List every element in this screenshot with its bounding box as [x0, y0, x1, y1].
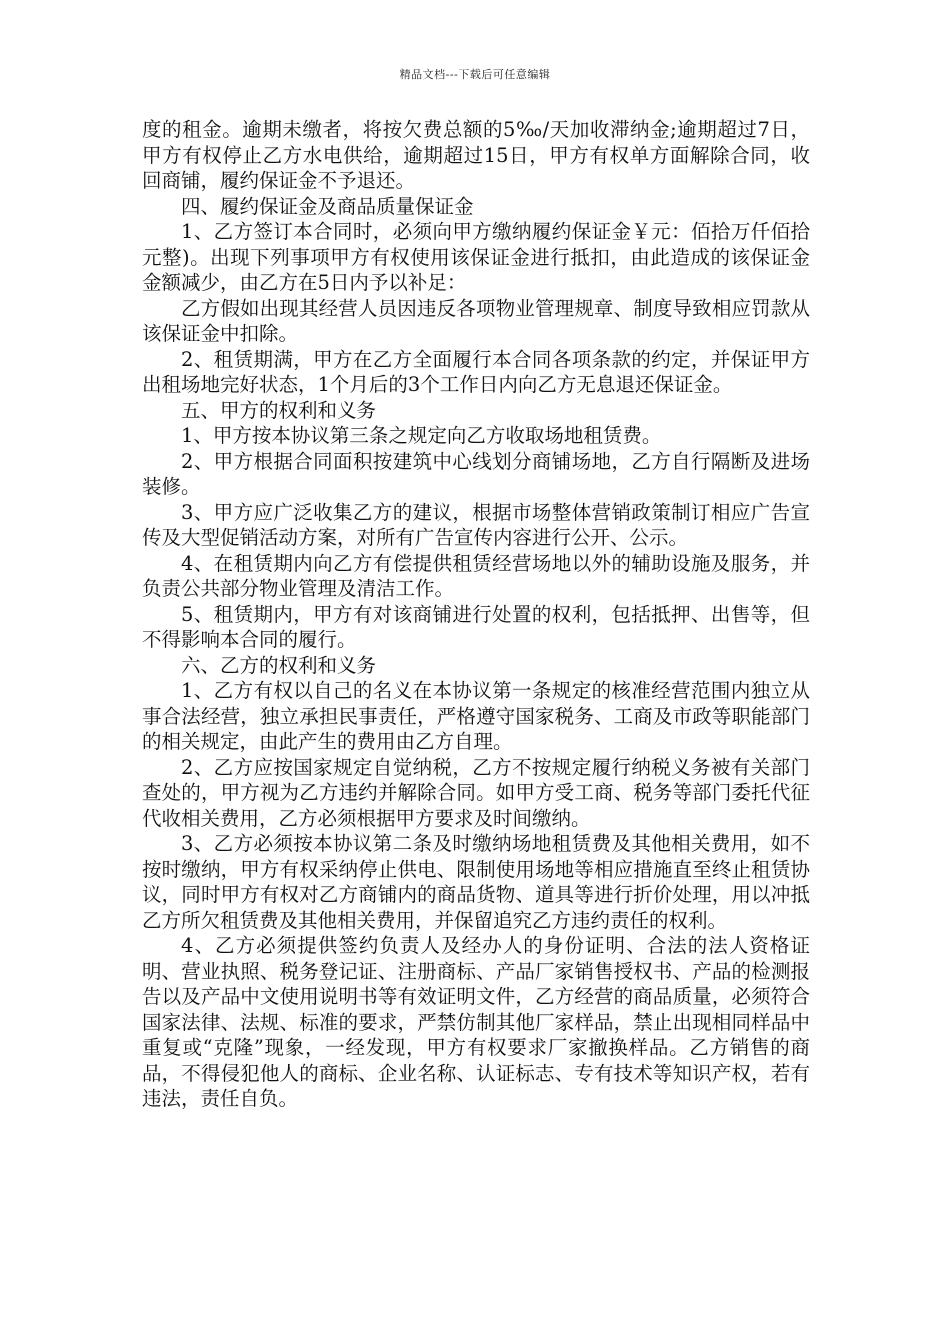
- paragraph: 2、乙方应按国家规定自觉纳税，乙方不按规定履行纳税义务被有关部门查处的，甲方视为乙方违约并解除合同。如甲方受工商、税务等部门委托代征代收相关费用，乙方必须根据甲方要求及时间缴纳。: [142, 755, 810, 830]
- paragraph: 5、租赁期内，甲方有对该商铺进行处置的权利，包括抵押、出售等，但不得影响本合同的履行。: [142, 602, 810, 651]
- paragraph: 乙方假如出现其经营人员因违反各项物业管理规章、制度导致相应罚款从该保证金中扣除。: [142, 296, 810, 345]
- paragraph: 1、乙方签订本合同时，必须向甲方缴纳履约保证金￥元：佰拾万仟佰拾元整)。出现下列事项甲方有权使用该保证金进行抵扣，由此造成的该保证金金额减少，由乙方在5日内予以补足：: [142, 220, 810, 294]
- paragraph: 1、甲方按本协议第三条之规定向乙方收取场地租赁费。: [181, 424, 662, 447]
- paragraph: 度的租金。逾期未缴者，将按欠费总额的5‰/天加收滞纳金;逾期超过7日，甲方有权停止乙方水电供给，逾期超过15日，甲方有权单方面解除合同，收回商铺，履约保证金不予退还。: [142, 118, 810, 192]
- paragraph: 2、甲方根据合同面积按建筑中心线划分商铺场地，乙方自行隔断及进场装修。: [142, 449, 810, 498]
- page-header: 精品文档---下载后可任意编辑: [399, 68, 551, 81]
- section-heading: 五、甲方的权利和义务: [181, 398, 377, 422]
- document-body: [142, 117, 810, 1112]
- paragraph: 3、乙方必须按本协议第二条及时缴纳场地租赁费及其他相关费用，如不按时缴纳，甲方有权采纳停止供电、限制使用场地等相应措施直至终止租赁协议，同时甲方有权对乙方商铺内的商品货物、道具等进行折价处理，用以冲抵乙方所欠租赁费及其他相关费用，并保留追究乙方违约责任的权利。: [142, 832, 810, 932]
- section-heading: 六、乙方的权利和义务: [181, 653, 377, 677]
- paragraph: 2、租赁期满，甲方在乙方全面履行本合同各项条款的约定，并保证甲方出租场地完好状态，1个月后的3个工作日内向乙方无息退还保证金。: [142, 347, 810, 396]
- paragraph: 4、乙方必须提供签约负责人及经办人的身份证明、合法的法人资格证明、营业执照、税务登记证、注册商标、产品厂家销售授权书、产品的检测报告以及产品中文使用说明书等有效证明文件，乙方经营的商品质量，必须符合国家法律、法规、标准的要求，严禁仿制其他厂家样品，禁止出现相同样品中重复或“克隆”现象，一经发现，甲方有权要求厂家撤换样品。乙方销售的商品，不得侵犯他人的商标、企业名称、认证标志、专有技术等知识产权，若有违法，责任自负。: [142, 934, 810, 1110]
- section-heading: 四、履约保证金及商品质量保证金: [181, 194, 474, 218]
- paragraph: 4、在租赁期内向乙方有偿提供租赁经营场地以外的辅助设施及服务，并负责公共部分物业管理及清洁工作。: [142, 551, 810, 600]
- paragraph: 1、乙方有权以自己的名义在本协议第一条规定的核准经营范围内独立从事合法经营，独立承担民事责任，严格遵守国家税务、工商及市政等职能部门的相关规定，由此产生的费用由乙方自理。: [142, 679, 810, 753]
- paragraph: 3、甲方应广泛收集乙方的建议，根据市场整体营销政策制订相应广告宣传及大型促销活动方案，对所有广告宣传内容进行公开、公示。: [142, 500, 810, 549]
